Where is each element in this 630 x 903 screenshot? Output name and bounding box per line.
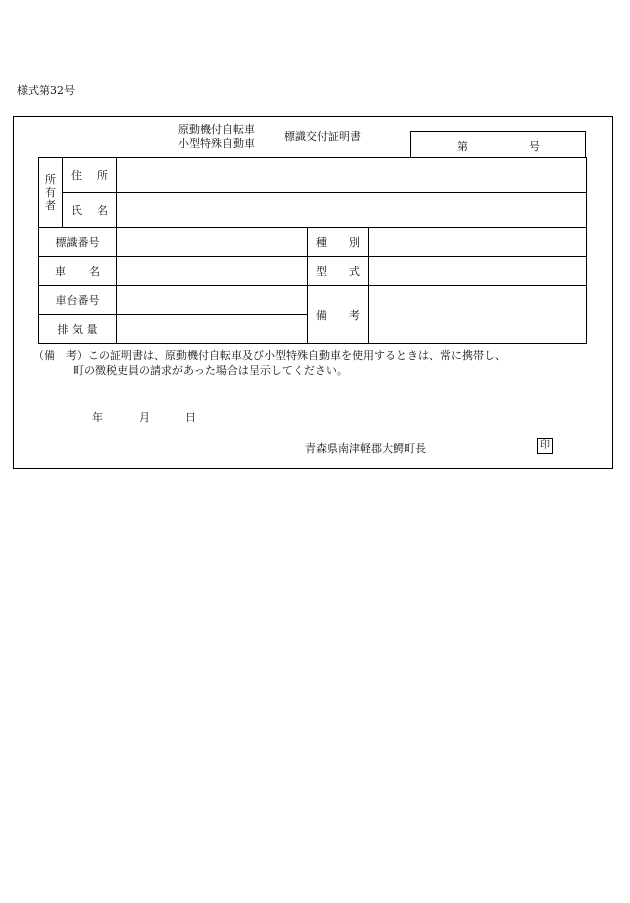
date-month[interactable]: 月	[139, 411, 150, 424]
issuer-name: 青森県南津軽郡大鰐町長	[305, 442, 426, 455]
name-label: 氏 名	[63, 193, 117, 228]
date-day[interactable]: 日	[185, 411, 196, 424]
model-label: 型 式	[308, 257, 369, 286]
seal-mark: 印	[537, 438, 553, 454]
displacement-field[interactable]	[117, 315, 308, 344]
cert-no-suffix: 号	[529, 140, 540, 153]
cert-no-prefix: 第	[457, 140, 468, 153]
date-year[interactable]: 年	[92, 411, 103, 424]
certificate-number-box[interactable]	[410, 131, 586, 158]
owner-group-label: 所有者	[39, 158, 63, 228]
vehicle-type-special: 小型特殊自動車	[178, 137, 255, 150]
category-label: 種 別	[308, 228, 369, 257]
plate-number-label: 標識番号	[39, 228, 117, 257]
usage-note-line-1: （備 考）この証明書は、原動機付自転車及び小型特殊自動車を使用するときは、常に携帯し、	[33, 349, 506, 362]
vehicle-type-moped: 原動機付自転車	[178, 123, 255, 136]
certificate-table	[38, 157, 587, 344]
remarks-field[interactable]	[369, 286, 587, 344]
vehicle-name-field[interactable]	[117, 257, 308, 286]
usage-note-line-2: 町の徴税吏員の請求があった場合は呈示してください。	[73, 364, 348, 377]
chassis-number-label: 車台番号	[39, 286, 117, 315]
usage-note	[33, 348, 506, 378]
name-field[interactable]	[117, 193, 587, 228]
address-field[interactable]	[117, 158, 587, 193]
model-field[interactable]	[369, 257, 587, 286]
category-field[interactable]	[369, 228, 587, 257]
plate-number-field[interactable]	[117, 228, 308, 257]
remarks-label: 備 考	[308, 286, 369, 344]
displacement-label: 排 気 量	[39, 315, 117, 344]
address-label: 住 所	[63, 158, 117, 193]
chassis-number-field[interactable]	[117, 286, 308, 315]
form-number: 様式第32号	[17, 84, 75, 97]
vehicle-name-label: 車 名	[39, 257, 117, 286]
certificate-title: 標識交付証明書	[284, 130, 361, 143]
